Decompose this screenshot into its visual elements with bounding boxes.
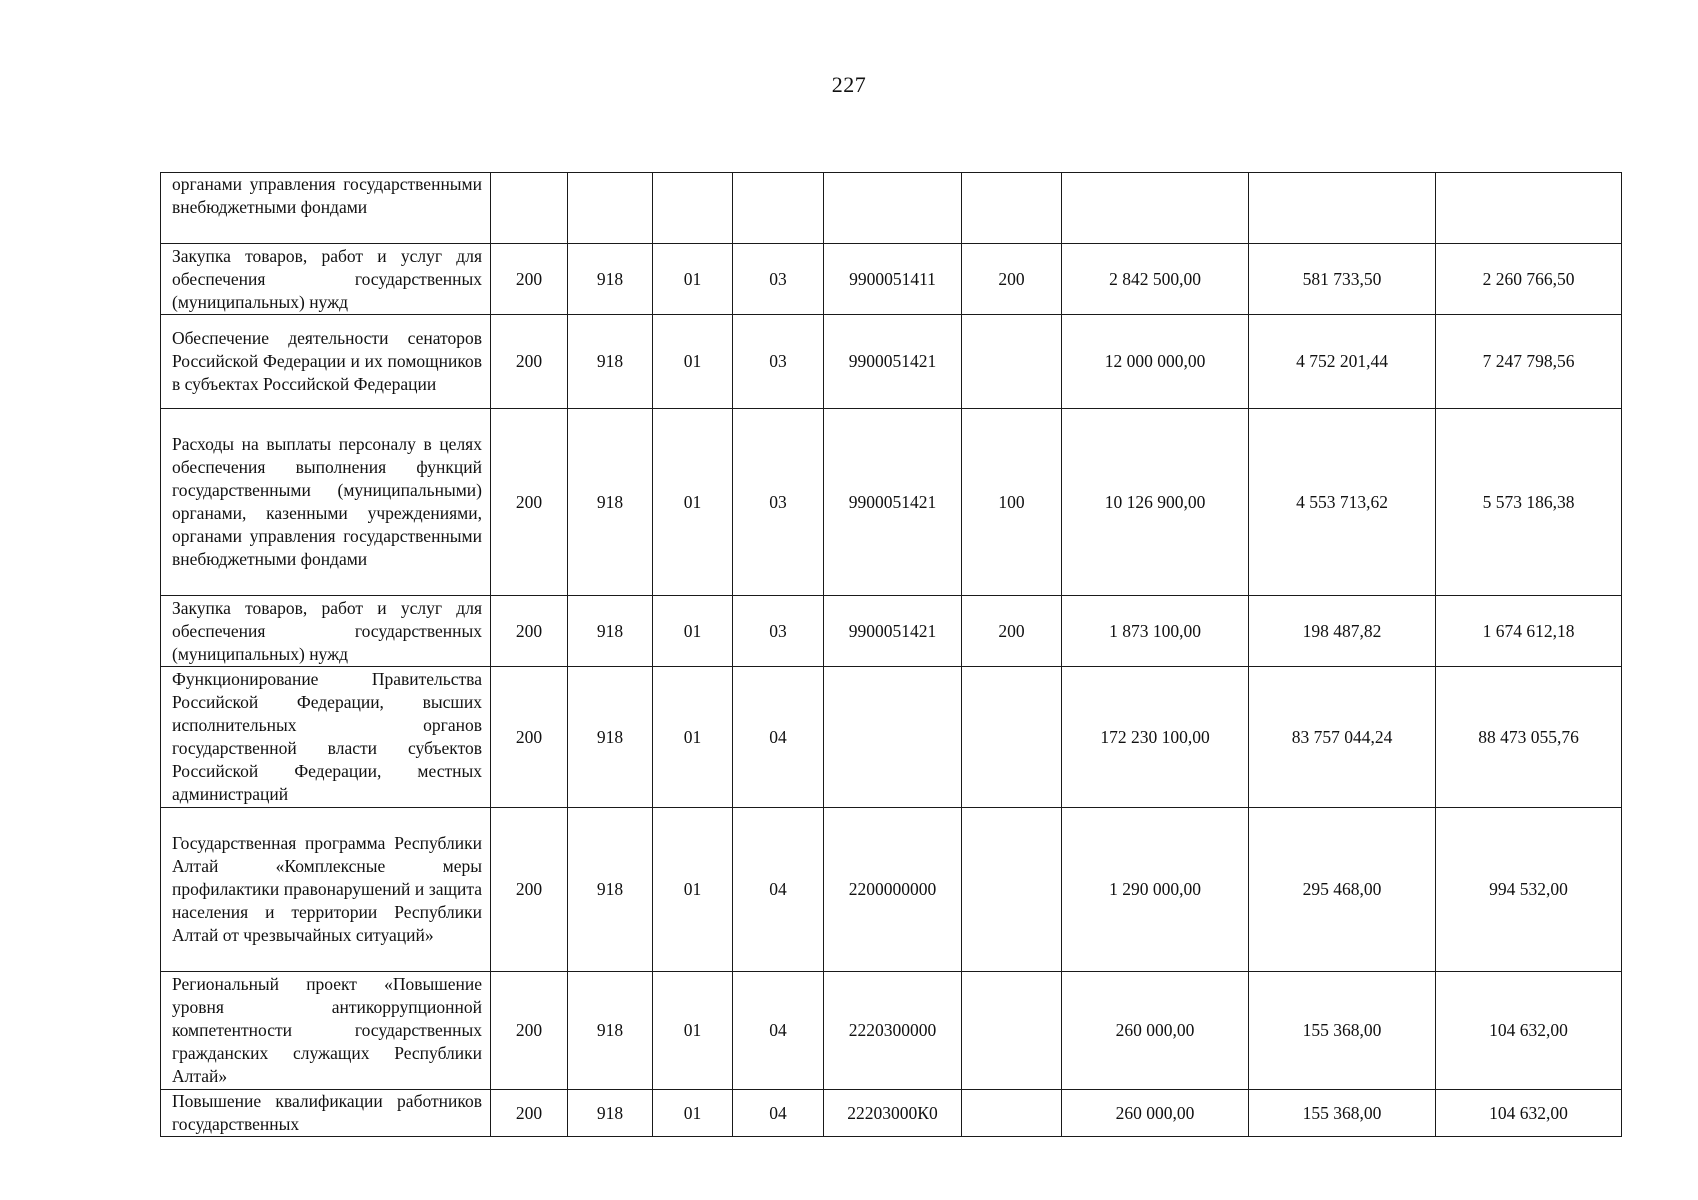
code-cell-4: 03 [733,596,824,667]
amount-cell-3: 2 260 766,50 [1436,244,1622,315]
code-cell-4: 04 [733,1090,824,1137]
amount-cell-2: 83 757 044,24 [1249,667,1436,808]
code-cell-2: 918 [568,244,653,315]
code-cell-5 [824,173,962,244]
code-cell-6 [962,1090,1062,1137]
code-cell-2: 918 [568,808,653,972]
code-cell-1: 200 [491,972,568,1090]
amount-cell-2: 155 368,00 [1249,1090,1436,1137]
code-cell-1: 200 [491,808,568,972]
code-cell-6 [962,667,1062,808]
code-cell-1: 200 [491,1090,568,1137]
amount-cell-3: 88 473 055,76 [1436,667,1622,808]
page-number: 227 [831,72,867,97]
code-cell-2: 918 [568,596,653,667]
row-name-cell: Расходы на выплаты персоналу в целях обеспечения выполнения функций государственными (муниципальными) органами, казенными учреждениями, органами управления государственными внебюджетными фондами [161,409,491,596]
table-row [161,667,1622,808]
code-cell-1: 200 [491,667,568,808]
code-cell-2: 918 [568,667,653,808]
table-row [161,244,1622,315]
amount-cell-2: 198 487,82 [1249,596,1436,667]
code-cell-1: 200 [491,315,568,409]
row-name-cell: Закупка товаров, работ и услуг для обеспечения государственных (муниципальных) нужд [161,596,491,667]
amount-cell-1: 1 290 000,00 [1062,808,1249,972]
code-cell-6: 100 [962,409,1062,596]
amount-cell-1: 10 126 900,00 [1062,409,1249,596]
code-cell-2: 918 [568,1090,653,1137]
code-cell-5: 2220300000 [824,972,962,1090]
row-name-cell: Обеспечение деятельности сенаторов Российской Федерации и их помощников в субъектах Российской Федерации [161,315,491,409]
code-cell-4 [733,173,824,244]
code-cell-4: 03 [733,315,824,409]
code-cell-5: 2200000000 [824,808,962,972]
table-row [161,409,1622,596]
code-cell-3: 01 [653,244,733,315]
amount-cell-3: 104 632,00 [1436,1090,1622,1137]
table-row [161,1090,1622,1137]
code-cell-3: 01 [653,596,733,667]
amount-cell-1: 260 000,00 [1062,972,1249,1090]
code-cell-6 [962,173,1062,244]
amount-cell-3: 994 532,00 [1436,808,1622,972]
code-cell-4: 03 [733,409,824,596]
code-cell-6 [962,972,1062,1090]
table-row [161,315,1622,409]
code-cell-2 [568,173,653,244]
budget-table-body [161,173,1622,1137]
code-cell-3: 01 [653,315,733,409]
amount-cell-2: 581 733,50 [1249,244,1436,315]
code-cell-5: 9900051411 [824,244,962,315]
amount-cell-1: 260 000,00 [1062,1090,1249,1137]
code-cell-3 [653,173,733,244]
code-cell-5: 9900051421 [824,409,962,596]
code-cell-1 [491,173,568,244]
amount-cell-1: 172 230 100,00 [1062,667,1249,808]
amount-cell-3: 1 674 612,18 [1436,596,1622,667]
row-name-cell: Региональный проект «Повышение уровня антикоррупционной компетентности государственных гражданских служащих Республики Алтай» [161,972,491,1090]
budget-table [160,172,1622,1137]
code-cell-5: 9900051421 [824,596,962,667]
amount-cell-2: 295 468,00 [1249,808,1436,972]
amount-cell-1: 12 000 000,00 [1062,315,1249,409]
row-name-cell: Закупка товаров, работ и услуг для обеспечения государственных (муниципальных) нужд [161,244,491,315]
amount-cell-1: 2 842 500,00 [1062,244,1249,315]
table-row [161,173,1622,244]
amount-cell-3: 104 632,00 [1436,972,1622,1090]
code-cell-4: 04 [733,808,824,972]
code-cell-1: 200 [491,409,568,596]
code-cell-5: 9900051421 [824,315,962,409]
code-cell-1: 200 [491,596,568,667]
row-name-cell: Государственная программа Республики Алтай «Комплексные меры профилактики правонарушений и защита населения и территории Республики Алтай от чрезвычайных ситуаций» [161,808,491,972]
code-cell-2: 918 [568,972,653,1090]
code-cell-6 [962,808,1062,972]
code-cell-2: 918 [568,315,653,409]
amount-cell-2: 4 553 713,62 [1249,409,1436,596]
code-cell-6: 200 [962,244,1062,315]
code-cell-3: 01 [653,972,733,1090]
code-cell-1: 200 [491,244,568,315]
amount-cell-3: 5 573 186,38 [1436,409,1622,596]
code-cell-3: 01 [653,667,733,808]
code-cell-6: 200 [962,596,1062,667]
table-row [161,808,1622,972]
code-cell-2: 918 [568,409,653,596]
amount-cell-2: 4 752 201,44 [1249,315,1436,409]
row-name-cell: Функционирование Правительства Российской Федерации, высших исполнительных органов государственной власти субъектов Российской Федерации, местных администраций [161,667,491,808]
amount-cell-1 [1062,173,1249,244]
code-cell-3: 01 [653,1090,733,1137]
amount-cell-2: 155 368,00 [1249,972,1436,1090]
table-row [161,596,1622,667]
row-name-cell: Повышение квалификации работников государственных [161,1090,491,1137]
amount-cell-3: 7 247 798,56 [1436,315,1622,409]
code-cell-4: 04 [733,972,824,1090]
code-cell-6 [962,315,1062,409]
amount-cell-2 [1249,173,1436,244]
code-cell-3: 01 [653,808,733,972]
table-row [161,972,1622,1090]
row-name-cell: органами управления государственными внебюджетными фондами [161,173,491,244]
code-cell-5: 22203000К0 [824,1090,962,1137]
amount-cell-1: 1 873 100,00 [1062,596,1249,667]
code-cell-5 [824,667,962,808]
code-cell-4: 04 [733,667,824,808]
amount-cell-3 [1436,173,1622,244]
code-cell-3: 01 [653,409,733,596]
code-cell-4: 03 [733,244,824,315]
